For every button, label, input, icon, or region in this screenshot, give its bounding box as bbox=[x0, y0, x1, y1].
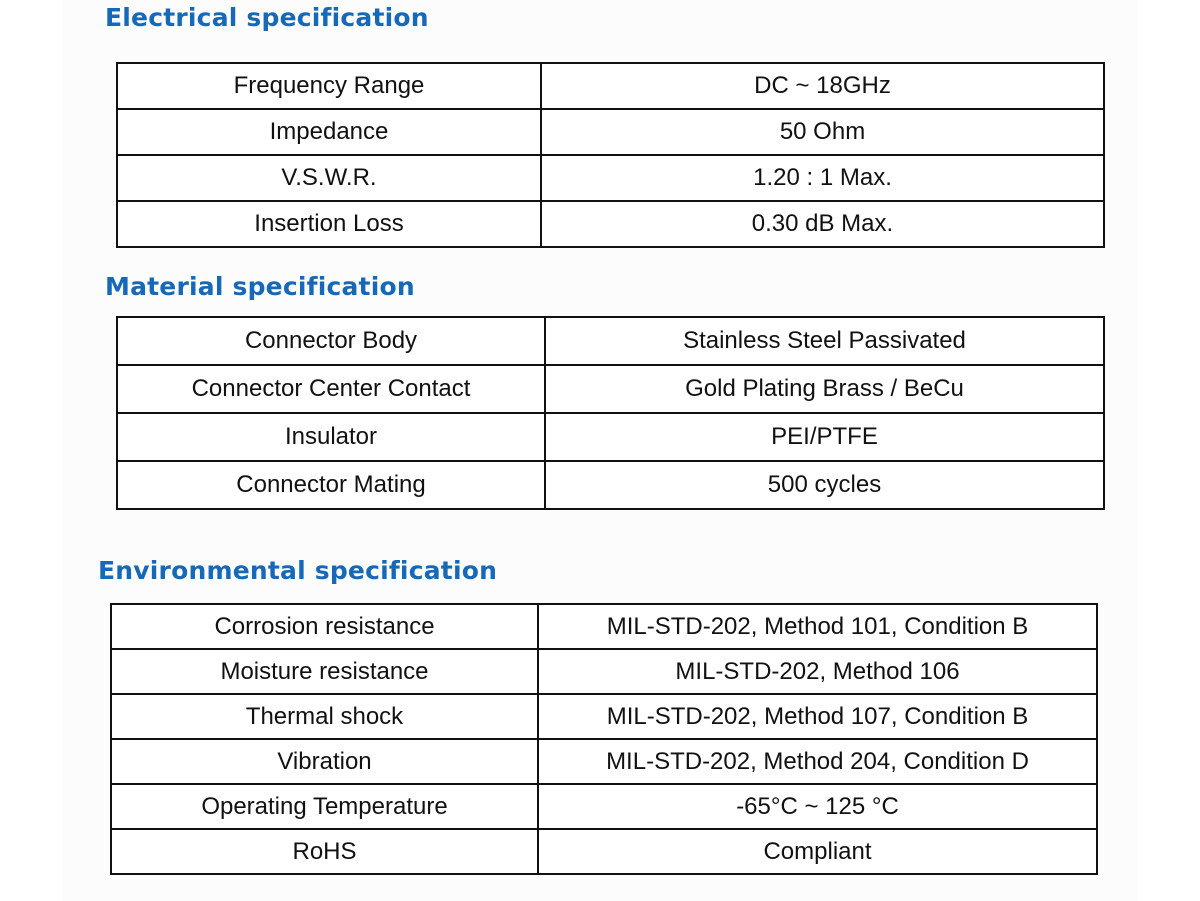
table-row bbox=[111, 829, 1097, 874]
spec-label: Frequency Range bbox=[117, 63, 541, 109]
spec-label: Corrosion resistance bbox=[111, 604, 538, 649]
spec-label: V.S.W.R. bbox=[117, 155, 541, 201]
table-row bbox=[111, 604, 1097, 649]
table-row bbox=[111, 649, 1097, 694]
spec-label: Vibration bbox=[111, 739, 538, 784]
table-row bbox=[117, 317, 1104, 365]
environmental-spec-heading: Environmental specification bbox=[98, 556, 498, 585]
table-row bbox=[117, 63, 1104, 109]
spec-value: Stainless Steel Passivated bbox=[545, 317, 1104, 365]
spec-value: MIL-STD-202, Method 106 bbox=[538, 649, 1097, 694]
spec-value: 50 Ohm bbox=[541, 109, 1104, 155]
electrical-spec-table bbox=[116, 62, 1105, 248]
spec-label: Connector Center Contact bbox=[117, 365, 545, 413]
material-spec-heading: Material specification bbox=[105, 272, 415, 301]
electrical-spec-heading: Electrical specification bbox=[105, 3, 429, 32]
table-row bbox=[117, 461, 1104, 509]
spec-value: DC ~ 18GHz bbox=[541, 63, 1104, 109]
table-row bbox=[111, 739, 1097, 784]
table-row bbox=[117, 109, 1104, 155]
spec-label: Operating Temperature bbox=[111, 784, 538, 829]
table-row bbox=[117, 201, 1104, 247]
spec-value: MIL-STD-202, Method 101, Condition B bbox=[538, 604, 1097, 649]
table-row bbox=[117, 365, 1104, 413]
material-spec-table bbox=[116, 316, 1105, 510]
table-row bbox=[111, 694, 1097, 739]
spec-label: Insulator bbox=[117, 413, 545, 461]
spec-label: Connector Body bbox=[117, 317, 545, 365]
spec-value: PEI/PTFE bbox=[545, 413, 1104, 461]
table-row bbox=[117, 413, 1104, 461]
spec-label: Connector Mating bbox=[117, 461, 545, 509]
table-row bbox=[111, 784, 1097, 829]
spec-label: Insertion Loss bbox=[117, 201, 541, 247]
spec-value: 0.30 dB Max. bbox=[541, 201, 1104, 247]
spec-value: MIL-STD-202, Method 204, Condition D bbox=[538, 739, 1097, 784]
spec-label: Impedance bbox=[117, 109, 541, 155]
spec-value: -65°C ~ 125 °C bbox=[538, 784, 1097, 829]
table-row bbox=[117, 155, 1104, 201]
spec-value: Gold Plating Brass / BeCu bbox=[545, 365, 1104, 413]
environmental-spec-table bbox=[110, 603, 1098, 875]
spec-value: MIL-STD-202, Method 107, Condition B bbox=[538, 694, 1097, 739]
spec-value: 1.20 : 1 Max. bbox=[541, 155, 1104, 201]
spec-label: Moisture resistance bbox=[111, 649, 538, 694]
spec-label: Thermal shock bbox=[111, 694, 538, 739]
spec-value: Compliant bbox=[538, 829, 1097, 874]
spec-label: RoHS bbox=[111, 829, 538, 874]
spec-value: 500 cycles bbox=[545, 461, 1104, 509]
